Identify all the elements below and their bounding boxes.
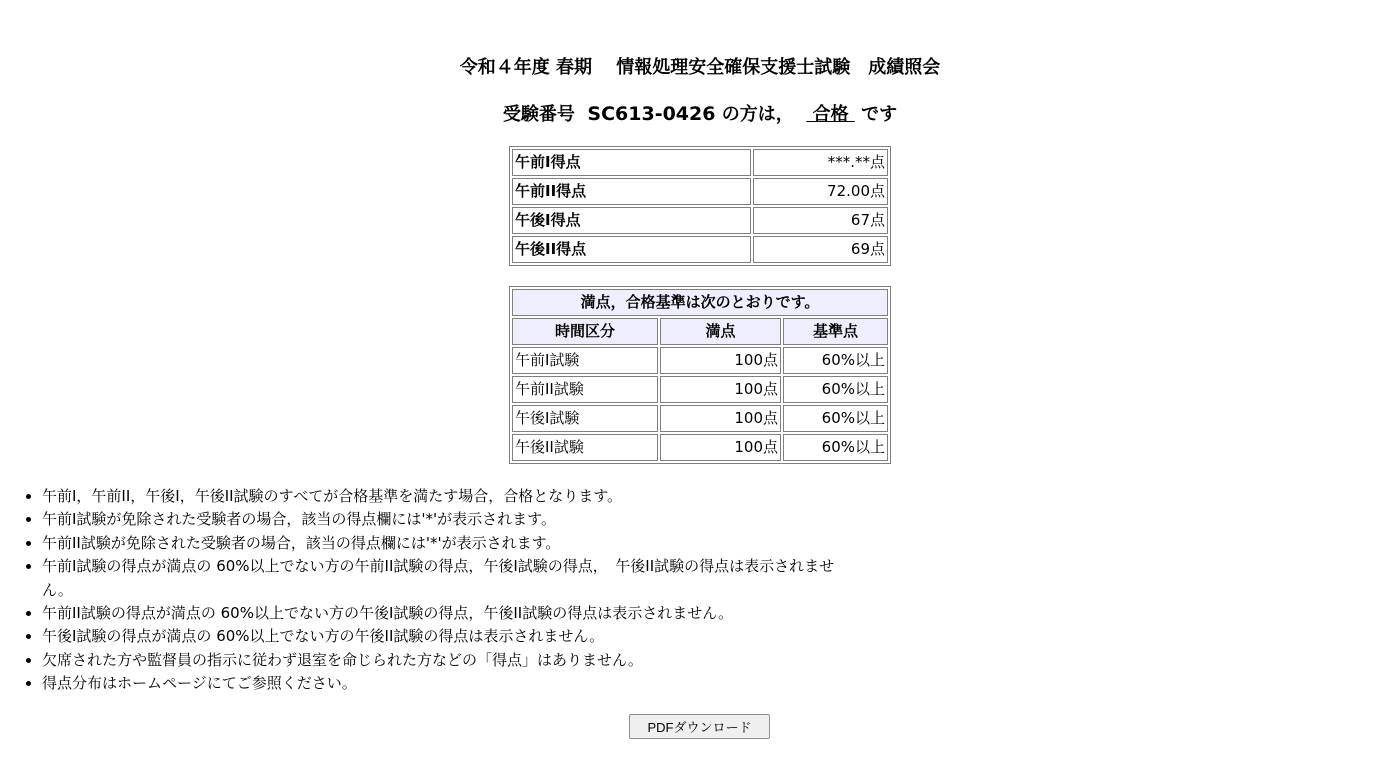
- criteria-header-row: [512, 318, 888, 345]
- page-title: 令和４年度 春期 情報処理安全確保支援士試験 成績照会: [459, 57, 941, 78]
- pass-status: 合格: [812, 104, 849, 125]
- column-header-pass-mark: 基準点: [783, 318, 888, 345]
- result-statement: [0, 101, 1400, 128]
- criteria-full-score: 100点: [660, 376, 781, 403]
- note-item: • 午前II試験の得点が満点の 60%以上でない方の午後I試験の得点，午後II試験の得点は表示されません。: [42, 602, 842, 625]
- criteria-table: [509, 286, 891, 464]
- criteria-section: 午前I試験: [512, 347, 658, 374]
- criteria-full-score: 100点: [660, 405, 781, 432]
- score-value: ***.**点: [753, 149, 888, 176]
- score-row: [512, 149, 888, 176]
- score-label: 午後II得点: [512, 236, 751, 263]
- column-header-full-score: 満点: [660, 318, 781, 345]
- note-item: • 午前I試験の得点が満点の 60%以上でない方の午前II試験の得点，午後I試験の得点， 午後II試験の得点は表示されません。: [42, 555, 842, 602]
- criteria-caption: 満点，合格基準は次のとおりです。: [512, 289, 888, 316]
- criteria-pass-mark: 60%以上: [783, 405, 888, 432]
- score-row: [512, 207, 888, 234]
- criteria-pass-mark: 60%以上: [783, 376, 888, 403]
- exam-number-label: 受験番号: [502, 104, 575, 125]
- score-row: [512, 178, 888, 205]
- note-item: • 得点分布はホームページにてご参照ください。: [42, 672, 842, 695]
- note-item: • 午前I，午前II，午後I，午後II試験のすべてが合格基準を満たす場合，合格となります。: [42, 485, 842, 508]
- criteria-pass-mark: 60%以上: [783, 347, 888, 374]
- score-value: 67点: [753, 207, 888, 234]
- result-suffix-text: です: [861, 104, 898, 125]
- criteria-row: [512, 434, 888, 461]
- note-item: • 午前II試験が免除された受験者の場合，該当の得点欄には'*'が表示されます。: [42, 532, 842, 555]
- criteria-full-score: 100点: [660, 347, 781, 374]
- score-value: 69点: [753, 236, 888, 263]
- column-header-section: 時間区分: [512, 318, 658, 345]
- criteria-row: [512, 405, 888, 432]
- criteria-section: 午前II試験: [512, 376, 658, 403]
- note-item: • 午後I試験の得点が満点の 60%以上でない方の午後II試験の得点は表示されません。: [42, 625, 842, 648]
- exam-number: SC613-0426: [587, 103, 716, 125]
- criteria-row: [512, 347, 888, 374]
- criteria-caption-row: [512, 289, 888, 316]
- score-row: [512, 236, 888, 263]
- criteria-full-score: 100点: [660, 434, 781, 461]
- note-item: • 欠席された方や監督員の指示に従わず退室を命じられた方などの「得点」はありません。: [42, 649, 842, 672]
- note-item: • 午前I試験が免除された受験者の場合，該当の得点欄には'*'が表示されます。: [42, 508, 842, 531]
- result-middle-text: の方は，: [721, 104, 794, 125]
- pdf-download-button[interactable]: PDFダウンロード: [629, 714, 770, 739]
- score-value: 72.00点: [753, 178, 888, 205]
- criteria-section: 午後II試験: [512, 434, 658, 461]
- score-table: [509, 146, 891, 266]
- criteria-pass-mark: 60%以上: [783, 434, 888, 461]
- score-label: 午後I得点: [512, 207, 751, 234]
- criteria-row: [512, 376, 888, 403]
- notes-list: [0, 485, 842, 696]
- criteria-section: 午後I試験: [512, 405, 658, 432]
- score-label: 午前I得点: [512, 149, 751, 176]
- score-label: 午前II得点: [512, 178, 751, 205]
